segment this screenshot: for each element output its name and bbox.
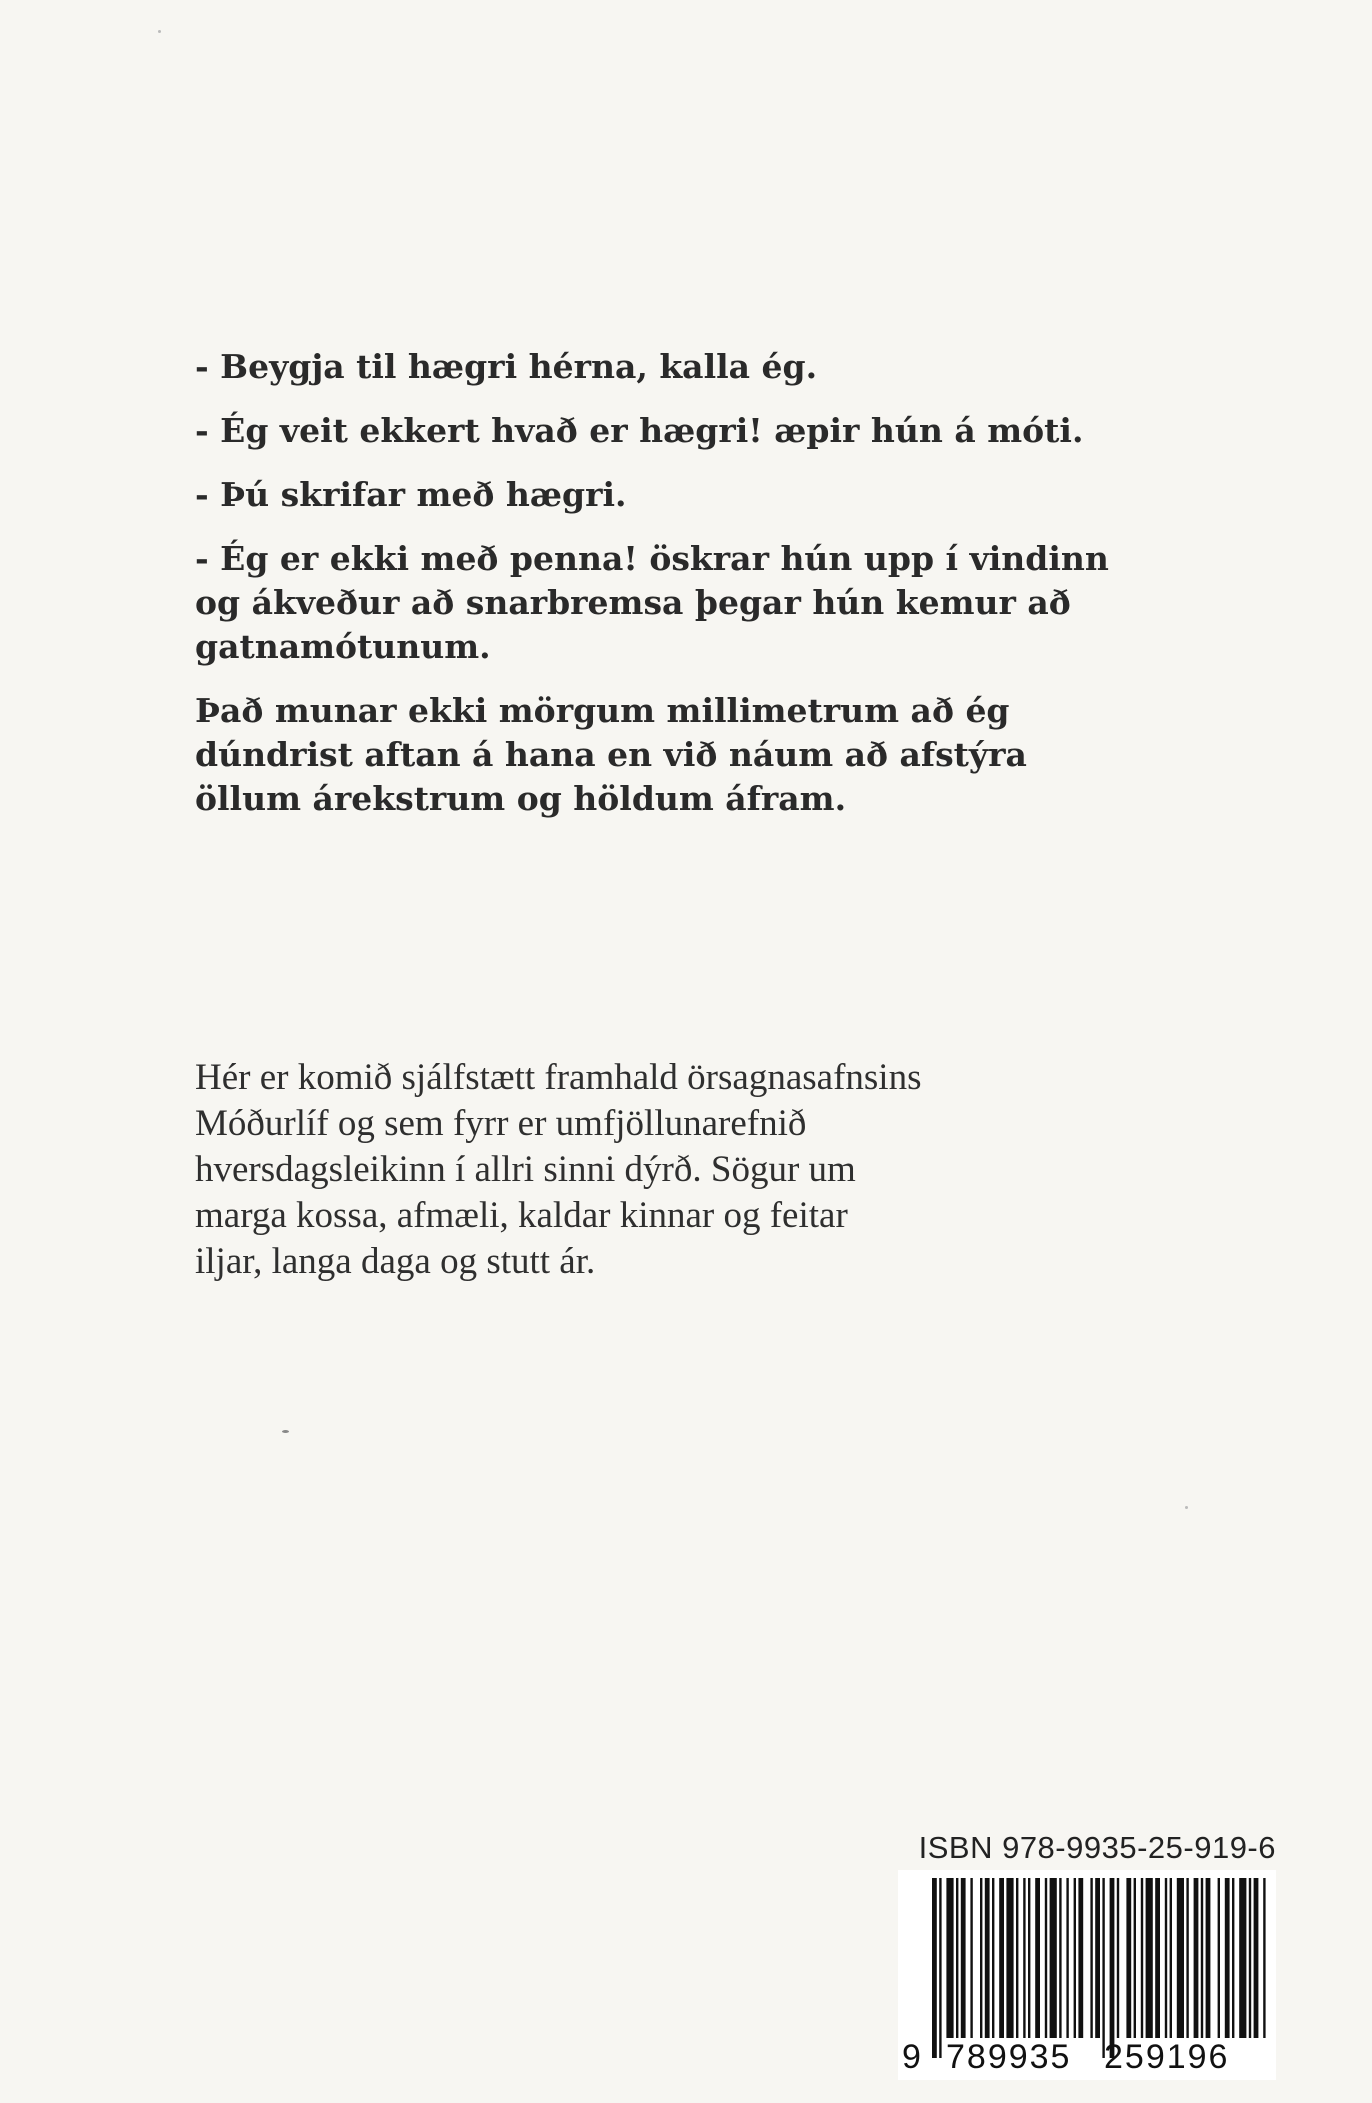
barcode-bar: [1239, 1878, 1246, 2038]
barcode-bar: [1254, 1878, 1259, 2038]
barcode-bar: [1225, 1878, 1230, 2038]
paper-speck: [158, 30, 161, 33]
paper-speck: [282, 1430, 289, 1433]
barcode-bar: [1141, 1878, 1143, 2038]
excerpt-paragraph: - Ég veit ekkert hvað er hægri! æpir hún á móti.: [195, 411, 1084, 450]
barcode-bar: [939, 1878, 941, 2058]
barcode-bar: [1028, 1878, 1030, 2038]
barcode-bar: [1090, 1878, 1092, 2038]
paper-speck: [1185, 1506, 1188, 1509]
barcode-digits-right: 259196: [1104, 2038, 1230, 2076]
excerpt-paragraph: - Beygja til hægri hérna, kalla ég.: [195, 347, 818, 386]
barcode-bar: [1074, 1878, 1076, 2038]
barcode-bar: [1170, 1878, 1172, 2038]
barcode-bar: [1249, 1878, 1251, 2038]
barcode-bar: [1126, 1878, 1131, 2038]
book-blurb: Hér er komið sjálfstætt framhald örsagnasafnsins Móðurlíf og sem fyrr er umfjöllunarefnið hversdagsleikinn í allri sinni dýrð. Sögur um marga kossa, afmæli, kaldar kinnar og feitar iljar, langa daga og stutt ár.: [195, 1057, 922, 1282]
barcode-bar: [1016, 1878, 1018, 2038]
barcode-bar: [1102, 1878, 1104, 2058]
barcode-bar: [1095, 1878, 1100, 2038]
barcode-bar: [1110, 1878, 1115, 2058]
barcode-bar: [1023, 1878, 1025, 2038]
barcode-bar: [985, 1878, 990, 2038]
barcode: [898, 1870, 1276, 2080]
barcode-bar: [999, 1878, 1004, 2038]
excerpt-paragraph: - Þú skrifar með hægri.: [195, 475, 627, 514]
barcode-bar: [1146, 1878, 1153, 2038]
barcode-bar: [1263, 1878, 1265, 2038]
barcode-bar: [1165, 1878, 1167, 2038]
barcode-bar: [992, 1878, 994, 2038]
barcode-bar: [1201, 1878, 1203, 2038]
barcode-bar: [970, 1878, 972, 2038]
excerpt-paragraph: Það munar ekki mörgum millimetrum að ég dúndrist aftan á hana en við náum að afstýra öllum árekstrum og höldum áfram.: [195, 691, 1027, 818]
excerpt-paragraph: - Ég er ekki með penna! öskrar hún upp í vindinn og ákveður að snarbremsa þegar hún kemur að gatnamótunum.: [195, 539, 1109, 666]
excerpt-text: [195, 345, 1195, 841]
barcode-bar: [1006, 1878, 1013, 2038]
barcode-bar: [956, 1878, 958, 2038]
barcode-bar: [1078, 1878, 1083, 2038]
barcode-bar: [1134, 1878, 1136, 2038]
barcode-bar: [946, 1878, 953, 2038]
barcode-digits-left: 789935: [946, 2038, 1072, 2076]
barcode-digit-first: 9: [902, 2038, 921, 2076]
barcode-bar: [1218, 1878, 1220, 2038]
barcode-bar: [1066, 1878, 1068, 2038]
barcode-bar: [1177, 1878, 1184, 2038]
barcode-bar: [980, 1878, 982, 2038]
barcode-bar: [1206, 1878, 1211, 2038]
isbn-label: ISBN 978-9935-25-919-6: [918, 1830, 1276, 1865]
barcode-bar: [1117, 1878, 1119, 2038]
barcode-bar: [961, 1878, 966, 2038]
barcode-bar: [1232, 1878, 1234, 2038]
barcode-bar: [932, 1878, 937, 2058]
barcode-bar: [1155, 1878, 1160, 2038]
barcode-bar: [1035, 1878, 1040, 2038]
barcode-bar: [1050, 1878, 1057, 2038]
barcode-bar: [1186, 1878, 1188, 2038]
barcode-bar: [1194, 1878, 1199, 2038]
barcode-bar: [1045, 1878, 1047, 2038]
barcode-bar: [1059, 1878, 1061, 2038]
